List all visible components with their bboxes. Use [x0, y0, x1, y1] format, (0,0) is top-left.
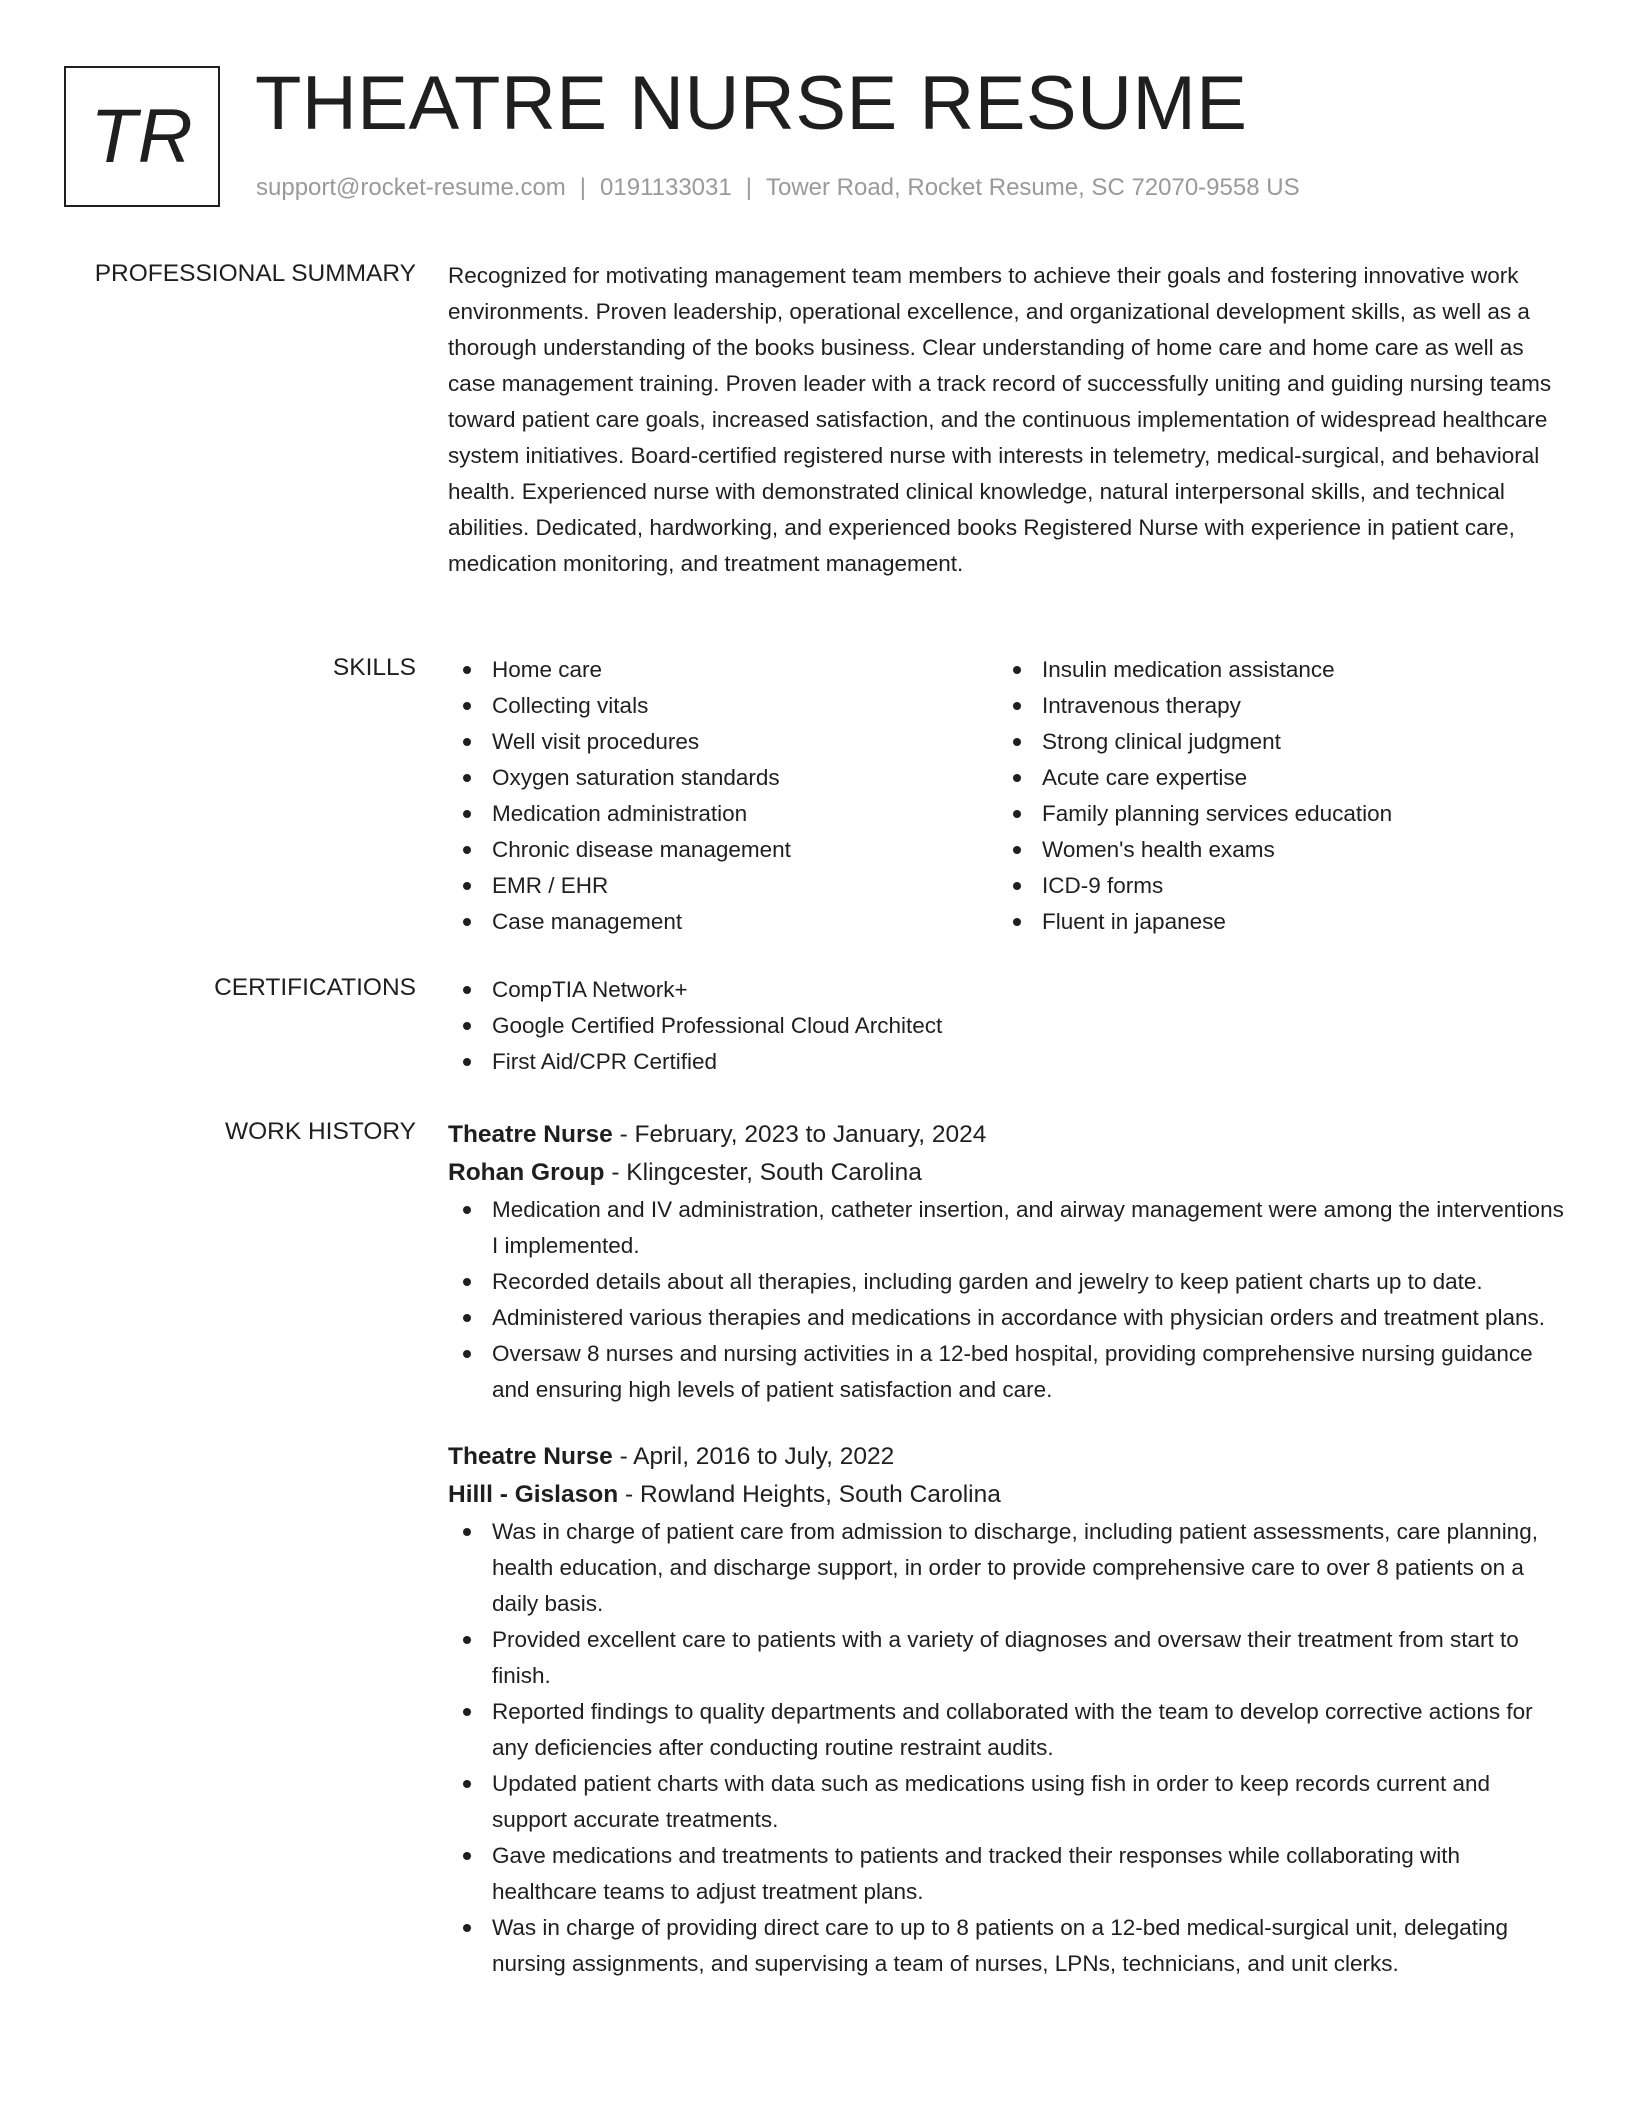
- job-bullet: Recorded details about all therapies, including garden and jewelry to keep patient charts up to date.: [448, 1264, 1566, 1300]
- job-bullet: Oversaw 8 nurses and nursing activities in a 12-bed hospital, providing comprehensive nursing guidance and ensuring high levels of patient satisfaction and care.: [448, 1336, 1566, 1408]
- certification-item: First Aid/CPR Certified: [448, 1044, 1566, 1080]
- skill-item: ICD-9 forms: [998, 868, 1548, 904]
- contact-separator: |: [745, 174, 752, 201]
- job-company: Rohan Group: [448, 1159, 605, 1186]
- job-bullet: Was in charge of providing direct care to up to 8 patients on a 12-bed medical-surgical unit, delegating nursing assignments, and supervising a team of nurses, LPNs, technicians, and unit clerks.: [448, 1910, 1566, 1982]
- job-dates: - April, 2016 to July, 2022: [612, 1443, 895, 1470]
- certifications-body: [448, 972, 1566, 1080]
- job-entry: [448, 1438, 1566, 1982]
- skill-item: Fluent in japanese: [998, 904, 1548, 940]
- skill-item: Insulin medication assistance: [998, 652, 1548, 688]
- job-location: - Rowland Heights, South Carolina: [618, 1481, 1001, 1508]
- certification-item: CompTIA Network+: [448, 972, 1566, 1008]
- job-title-line: [448, 1438, 1566, 1476]
- job-title-line: [448, 1116, 1566, 1154]
- certification-item: Google Certified Professional Cloud Architect: [448, 1008, 1566, 1044]
- skills-list-right: [998, 652, 1548, 940]
- skill-item: Collecting vitals: [448, 688, 998, 724]
- work-history-body: [448, 1116, 1566, 1982]
- skill-item: Case management: [448, 904, 998, 940]
- job-bullet: Reported findings to quality departments and collaborated with the team to develop corrective actions for any deficiencies after conducting routine restraint audits.: [448, 1694, 1566, 1766]
- summary-text: Recognized for motivating management team members to achieve their goals and fostering innovative work environments. Proven leadership, operational excellence, and organizational development skills, as well as a thorough understanding of the books business. Clear understanding of home care and home care as well as case management training. Proven leader with a track record of successfully uniting and guiding nursing teams toward patient care goals, increased satisfaction, and the continuous implementation of widespread healthcare system initiatives. Board-certified registered nurse with interests in telemetry, medical-surgical, and behavioral health. Experienced nurse with demonstrated clinical knowledge, natural interpersonal skills, and technical abilities. Dedicated, hardworking, and experienced books Registered Nurse with experience in patient care, medication monitoring, and treatment management.: [448, 263, 1552, 576]
- skill-item: Family planning services education: [998, 796, 1548, 832]
- skill-item: Women's health exams: [998, 832, 1548, 868]
- skills-list-left: [448, 652, 998, 940]
- monogram-logo: TR: [64, 66, 220, 207]
- skill-item: Oxygen saturation standards: [448, 760, 998, 796]
- contact-line: [256, 174, 1300, 202]
- skill-item: Well visit procedures: [448, 724, 998, 760]
- resume-header: [64, 61, 1564, 211]
- skills-columns: [448, 652, 1566, 940]
- job-title: Theatre Nurse: [448, 1443, 613, 1470]
- job-bullet: Was in charge of patient care from admission to discharge, including patient assessments, care planning, health education, and discharge support, in order to provide comprehensive care to over 8 patients on a daily basis.: [448, 1514, 1566, 1622]
- skill-item: Medication administration: [448, 796, 998, 832]
- contact-email: support@rocket-resume.com: [256, 174, 566, 201]
- skill-item: Home care: [448, 652, 998, 688]
- skill-item: Acute care expertise: [998, 760, 1548, 796]
- job-bullet: Medication and IV administration, catheter insertion, and airway management were among the interventions I implemented.: [448, 1192, 1566, 1264]
- certifications-list: [448, 972, 1566, 1080]
- job-company-line: [448, 1154, 1566, 1192]
- job-company-line: [448, 1476, 1566, 1514]
- job-bullet: Administered various therapies and medications in accordance with physician orders and treatment plans.: [448, 1300, 1566, 1336]
- contact-separator: |: [579, 174, 587, 201]
- skill-item: Strong clinical judgment: [998, 724, 1548, 760]
- job-location: - Klingcester, South Carolina: [604, 1159, 922, 1186]
- job-bullet: Gave medications and treatments to patients and tracked their responses while collaborating with healthcare teams to adjust treatment plans.: [448, 1838, 1566, 1910]
- contact-address: Tower Road, Rocket Resume, SC 72070-9558 US: [765, 174, 1300, 201]
- section-label-work-history: WORK HISTORY: [224, 1118, 416, 1145]
- section-label-skills: SKILLS: [332, 654, 416, 681]
- job-bullet: Updated patient charts with data such as medications using fish in order to keep records current and support accurate treatments.: [448, 1766, 1566, 1838]
- skill-item: Chronic disease management: [448, 832, 998, 868]
- job-company: Hilll - Gislason: [448, 1481, 619, 1508]
- skill-item: Intravenous therapy: [998, 688, 1548, 724]
- job-bullet-list: [448, 1514, 1566, 1982]
- section-label-certifications: CERTIFICATIONS: [214, 974, 416, 1001]
- job-bullet: Provided excellent care to patients with a variety of diagnoses and oversaw their treatment from start to finish.: [448, 1622, 1566, 1694]
- job-title: Theatre Nurse: [448, 1121, 613, 1148]
- job-bullet-list: [448, 1192, 1566, 1408]
- job-dates: - February, 2023 to January, 2024: [612, 1121, 987, 1148]
- skill-item: EMR / EHR: [448, 868, 998, 904]
- contact-phone: 0191133031: [600, 174, 732, 201]
- job-entry: [448, 1116, 1566, 1408]
- section-label-summary: PROFESSIONAL SUMMARY: [94, 260, 416, 287]
- resume-title: THEATRE NURSE RESUME: [255, 61, 1248, 146]
